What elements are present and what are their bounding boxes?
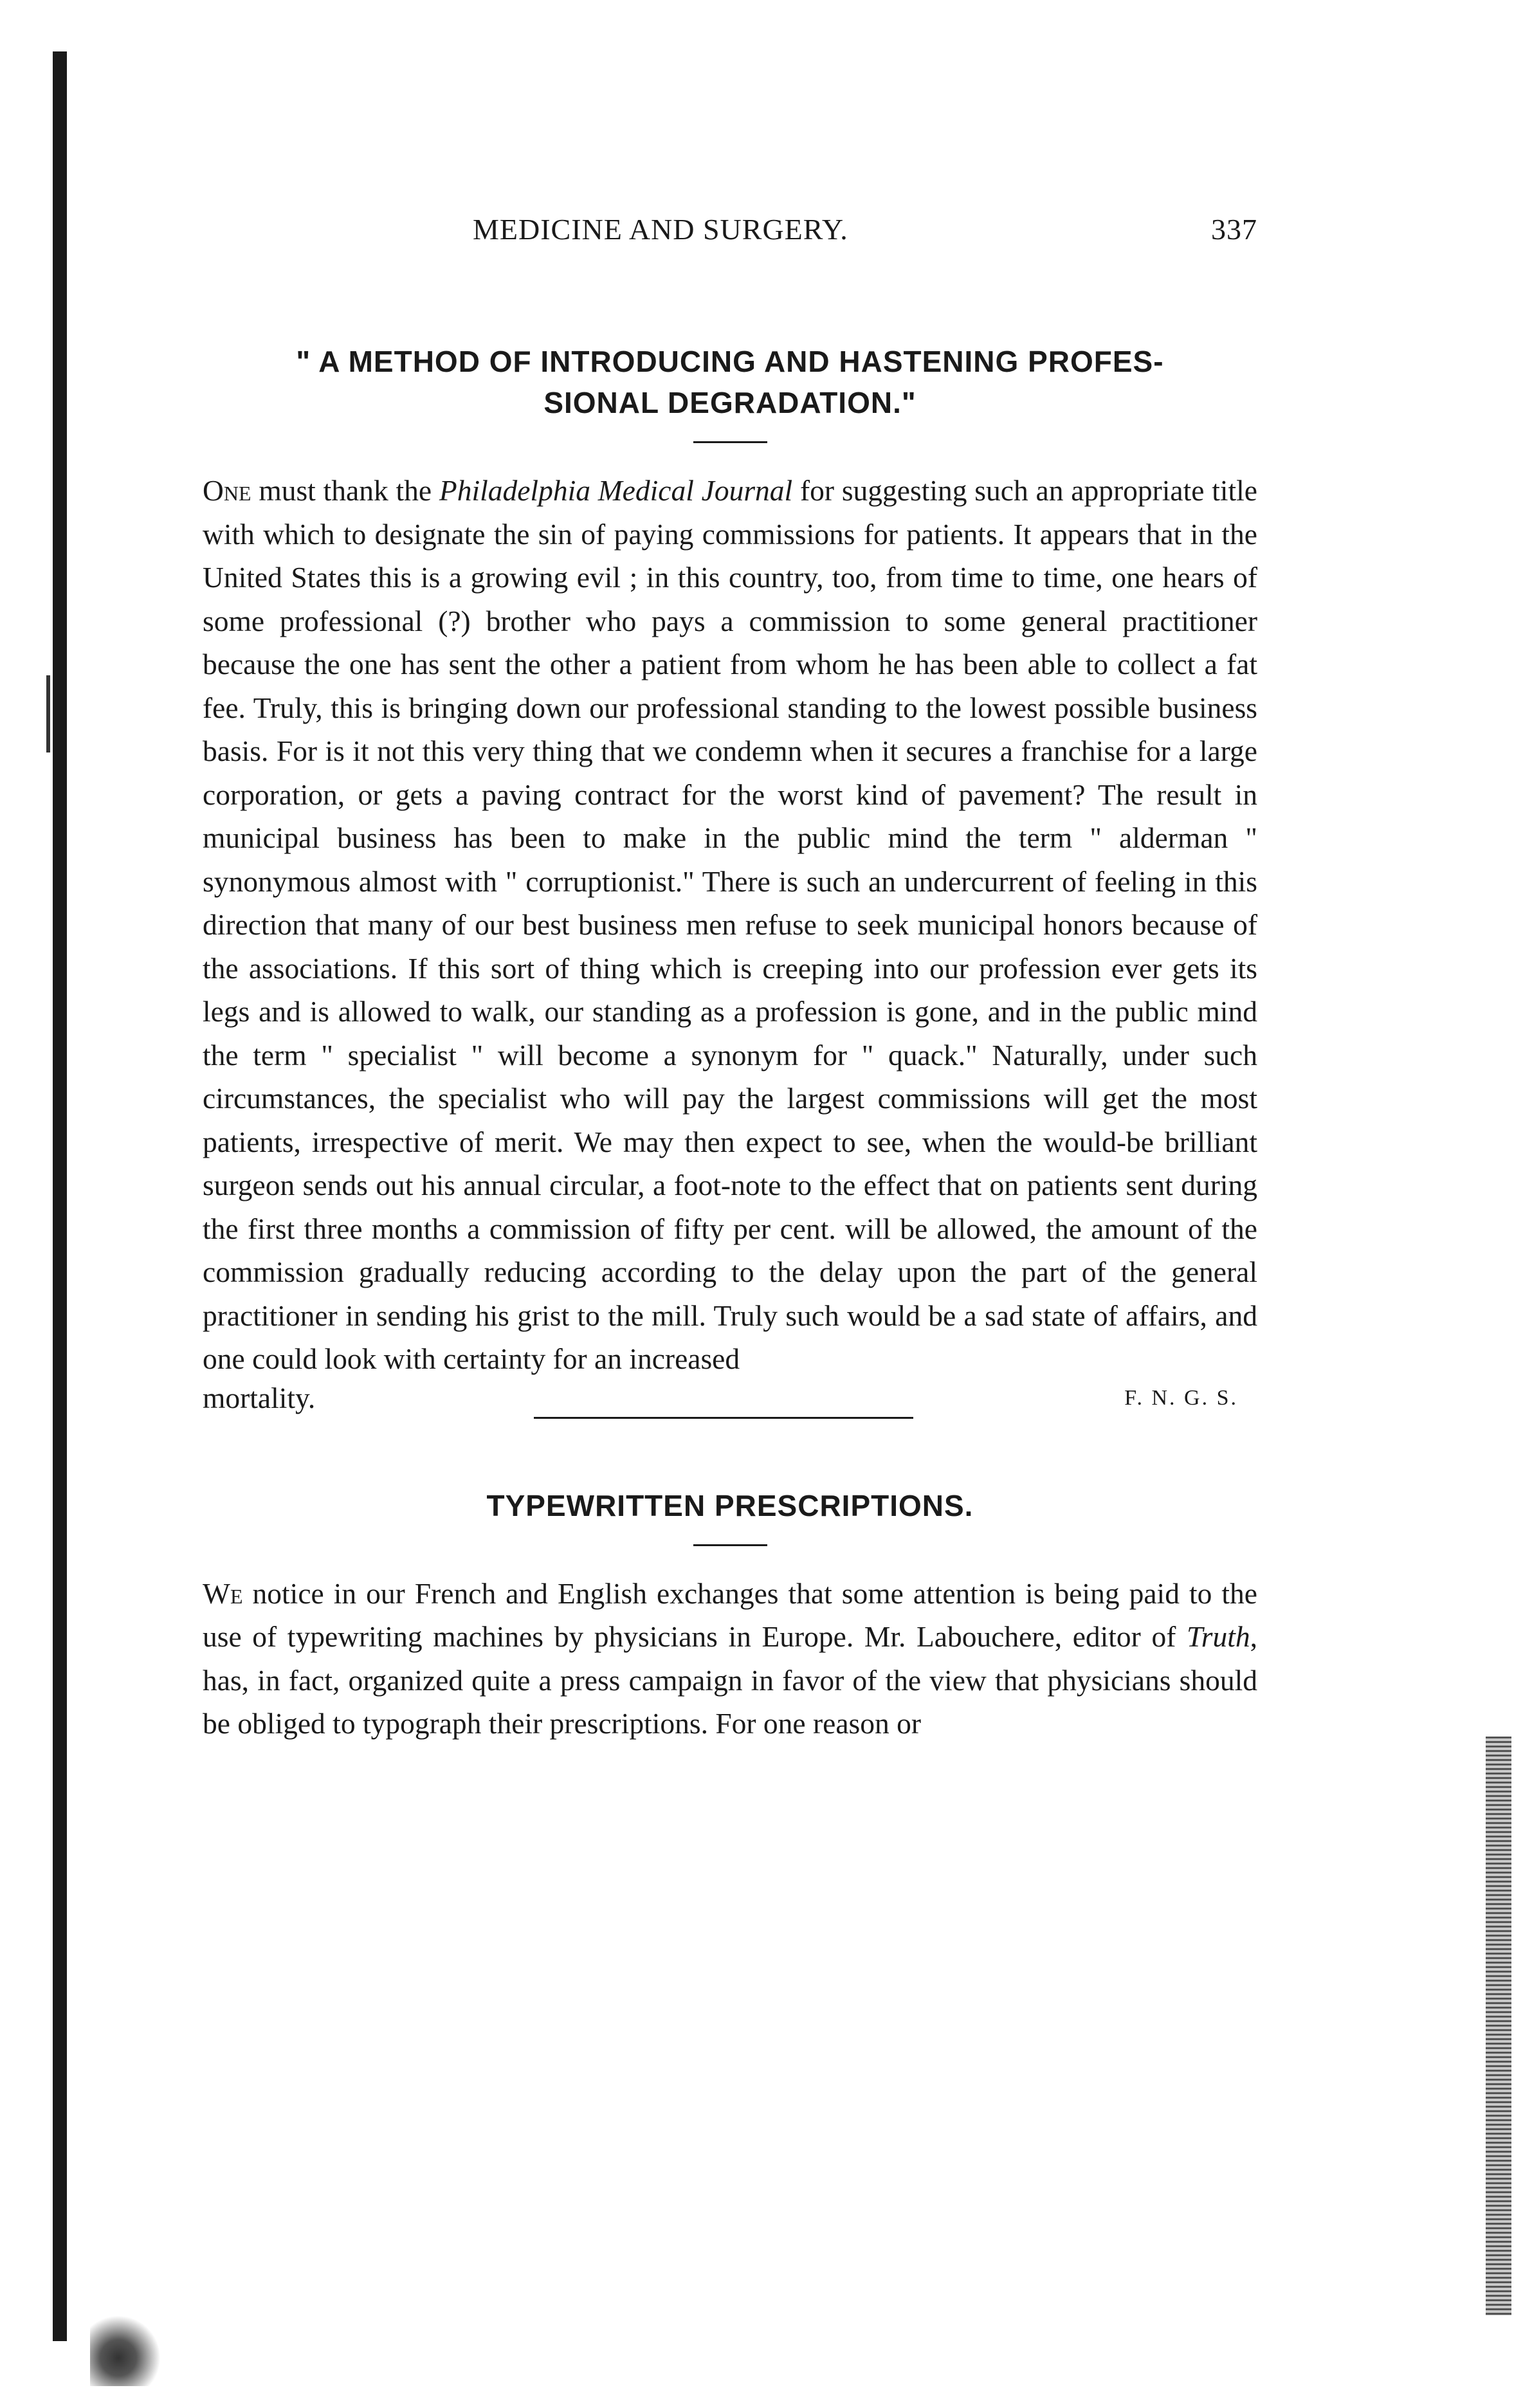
running-head-title: MEDICINE AND SURGERY.: [473, 213, 848, 246]
document-page: [203, 212, 1257, 1746]
article-title: [203, 341, 1257, 423]
author-initials: F. N. G. S.: [1124, 1385, 1238, 1410]
section-lead-word: We: [203, 1576, 243, 1610]
lead-word: One: [203, 474, 251, 507]
body-text-b: for suggesting such an appropriate title with which to designate the sin of paying commissions for patients. It appears that in the United States this is a growing evil ; in this country, too, from time to time, one hears of some professional (?) brother who pays a commission to some general practitioner because the one has sent the other a patient from whom he has been able to collect a fat fee. Truly, this is bringing down our professional standing to the lowest possible business basis. For is it not this very thing that we condemn when it secures a franchise for a large corporation, or gets a paving contract for the worst kind of pavement? The result in municipal business has been to make in the public mind the term " alderman " synonymous almost with " corruptionist." There is such an undercurrent of feeling in this direction that many of our best business men refuse to seek municipal honors because of the associations. If this sort of thing which is creeping into our profession ever gets its legs and is allowed to walk, our standing as a profession is gone, and in the public mind the term " specialist " will become a synonym for " quack." Naturally, under such circumstances, the specialist who will pay the largest commissions will get the most patients, irrespective of merit. We may then expect to see, when the would-be brilliant surgeon sends out his annual circular, a foot-note to the effect that on patients sent during the first three months a commission of fifty per cent. will be allowed, the amount of the commission gradually reducing according to the delay upon the part of the general practitioner in sending his grist to the mill. Truly such would be a sad state of affairs, and one could look with certainty for an increased: [203, 474, 1257, 1375]
signature-row: [203, 1381, 1257, 1426]
section-body: [203, 1572, 1257, 1746]
article-body: [203, 469, 1257, 1381]
binding-edge: [53, 51, 67, 2341]
scan-smudge: [90, 2315, 161, 2386]
page-number: 337: [1211, 213, 1257, 246]
running-head: [203, 212, 1257, 264]
section-title-rule: [693, 1544, 767, 1546]
binding-mark: [46, 675, 50, 752]
closing-word: mortality.: [203, 1381, 316, 1414]
article-title-line2: SIONAL DEGRADATION.": [543, 386, 917, 419]
article-title-line1: " A METHOD OF INTRODUCING AND HASTENING PROFES-: [296, 345, 1164, 378]
paper-name: Truth: [1186, 1620, 1250, 1653]
section-title: TYPEWRITTEN PRESCRIPTIONS.: [486, 1488, 974, 1522]
section-separator: [534, 1417, 913, 1419]
journal-name: Philadelphia Medical Journal: [439, 474, 793, 507]
body-text-a: must thank the: [251, 474, 439, 507]
title-rule: [693, 441, 767, 443]
section-text-a: notice in our French and English exchanges that some attention is being paid to the use of typewriting machines by physicians in Europe. Mr. Labouchere, editor of: [203, 1576, 1257, 1653]
section-text-b: , has, in fact, organized quite a press campaign in favor of the view that physicians should be obliged to typograph their prescriptions. For one reason or: [203, 1620, 1257, 1740]
page-edge-strip: [1486, 1737, 1511, 2315]
